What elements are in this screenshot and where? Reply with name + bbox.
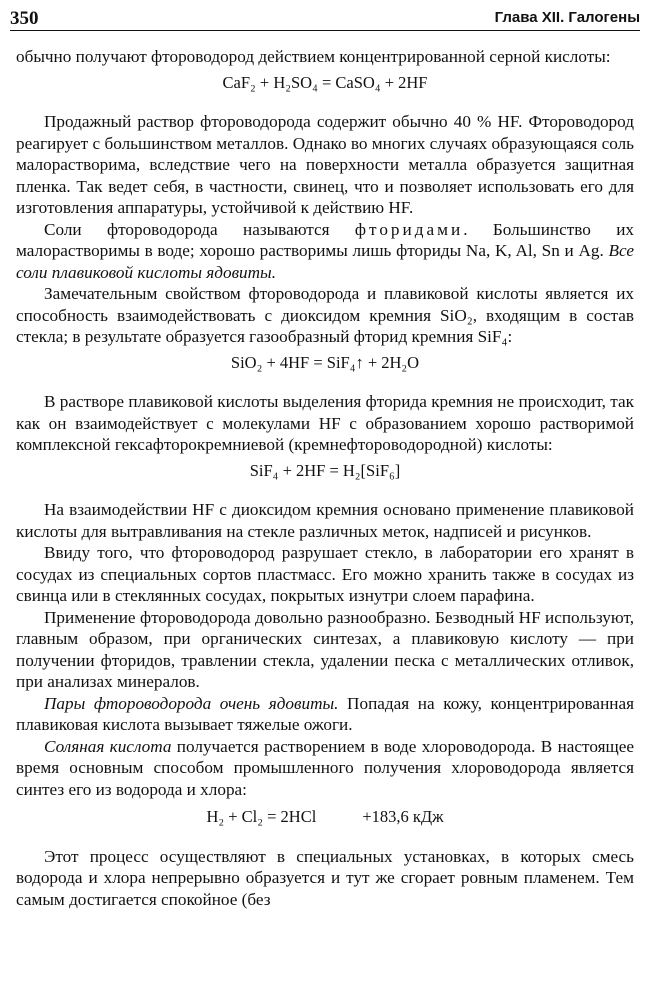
paragraph (16, 693, 634, 736)
equation: SiF₄ + 2HF = H₂[SiF₆] (249, 460, 401, 480)
text-run: Попадая на кожу, концентрированная плавиковая кислота вызывает тяжелые ожоги. (16, 693, 634, 734)
page-header (10, 8, 640, 31)
paragraph (16, 219, 634, 284)
equation-reaction: H₂ + Cl₂ = 2HCl (206, 807, 317, 826)
equation-heat: +183,6 кДж (362, 807, 444, 826)
text-run: . Большинство их малорастворимы в воде; хорошо растворимы лишь фториды Na, K, Al, Sn и Ag. (16, 219, 634, 260)
page-body (16, 46, 634, 910)
italic-warning: Пары фтороводорода очень ядовиты. (44, 693, 339, 713)
page-number: 350 (10, 8, 39, 29)
equation: CaF₂ + H₂SO₄ = CaSO₄ + 2HF (222, 72, 428, 92)
chapter-title: Глава XII. Галогены (494, 9, 640, 26)
paragraph: Применение фтороводорода довольно разнообразно. Безводный HF используют, главным образом, при органических синтезах, а плавиковую кислоту — при получении фторидов, травлении стекла, удалении песка с металлических отливок, при анализах минералов. (16, 607, 634, 691)
text-run: Соли фтороводорода называются (44, 219, 355, 239)
text-run: получается растворением в воде хлороводорода. В настоящее время основным способом промышленного получения хлороводорода является синтез его из водорода и хлора: (16, 736, 635, 799)
paragraph: Ввиду того, что фтороводород разрушает стекло, в лаборатории его хранят в сосудах из специальных сортов пластмасс. Его можно хранить также в сосудах из свинца или в стеклянных сосудах, покрытых изнутри слоем парафина. (16, 543, 634, 605)
paragraph: На взаимодействии HF с диоксидом кремния основано применение плавиковой кислоты для вытравливания на стекле различных меток, надписей и рисунков. (16, 500, 634, 541)
equation (16, 806, 634, 828)
paragraph: В растворе плавиковой кислоты выделения фторида кремния не происходит, так как он взаимодействует с молекулами HF с образованием хорошо растворимой комплексной гексафторокремниевой (кремнефтороводородной) кислоты: (16, 392, 634, 454)
paragraph: Замечательным свойством фтороводорода и плавиковой кислоты является их способность взаимодействовать с диоксидом кремния SiO₂, входящим в состав стекла; в результате образуется газообразный фторид кремния SiF₄: (16, 284, 634, 346)
equation: SiO₂ + 4HF = SiF₄↑ + 2H₂O (230, 352, 420, 372)
paragraph: Этот процесс осуществляют в специальных установках, в которых смесь водорода и хлора непрерывно образуется и тут же сгорает ровным пламенем. Тем самым достигается спокойное (без (16, 846, 634, 909)
paragraph: Продажный раствор фтороводорода содержит обычно 40 % HF. Фтороводород реагирует с большинством металлов. Однако во многих случаях образующаяся соль малорастворима, вследствие чего на поверхности металла образуется защитная пленка. Так ведет себя, в частности, свинец, что и позволяет использовать его для изготовления аппаратуры, устойчивой к действию HF. (16, 112, 634, 217)
paragraph: обычно получают фтороводород действием концентрированной серной кислоты: (16, 47, 611, 66)
paragraph (16, 736, 634, 801)
spaced-term: фторидами (354, 219, 464, 239)
italic-warning: Все соли плавиковой кислоты ядовиты. (16, 241, 634, 282)
italic-term: Соляная кислота (44, 736, 172, 756)
